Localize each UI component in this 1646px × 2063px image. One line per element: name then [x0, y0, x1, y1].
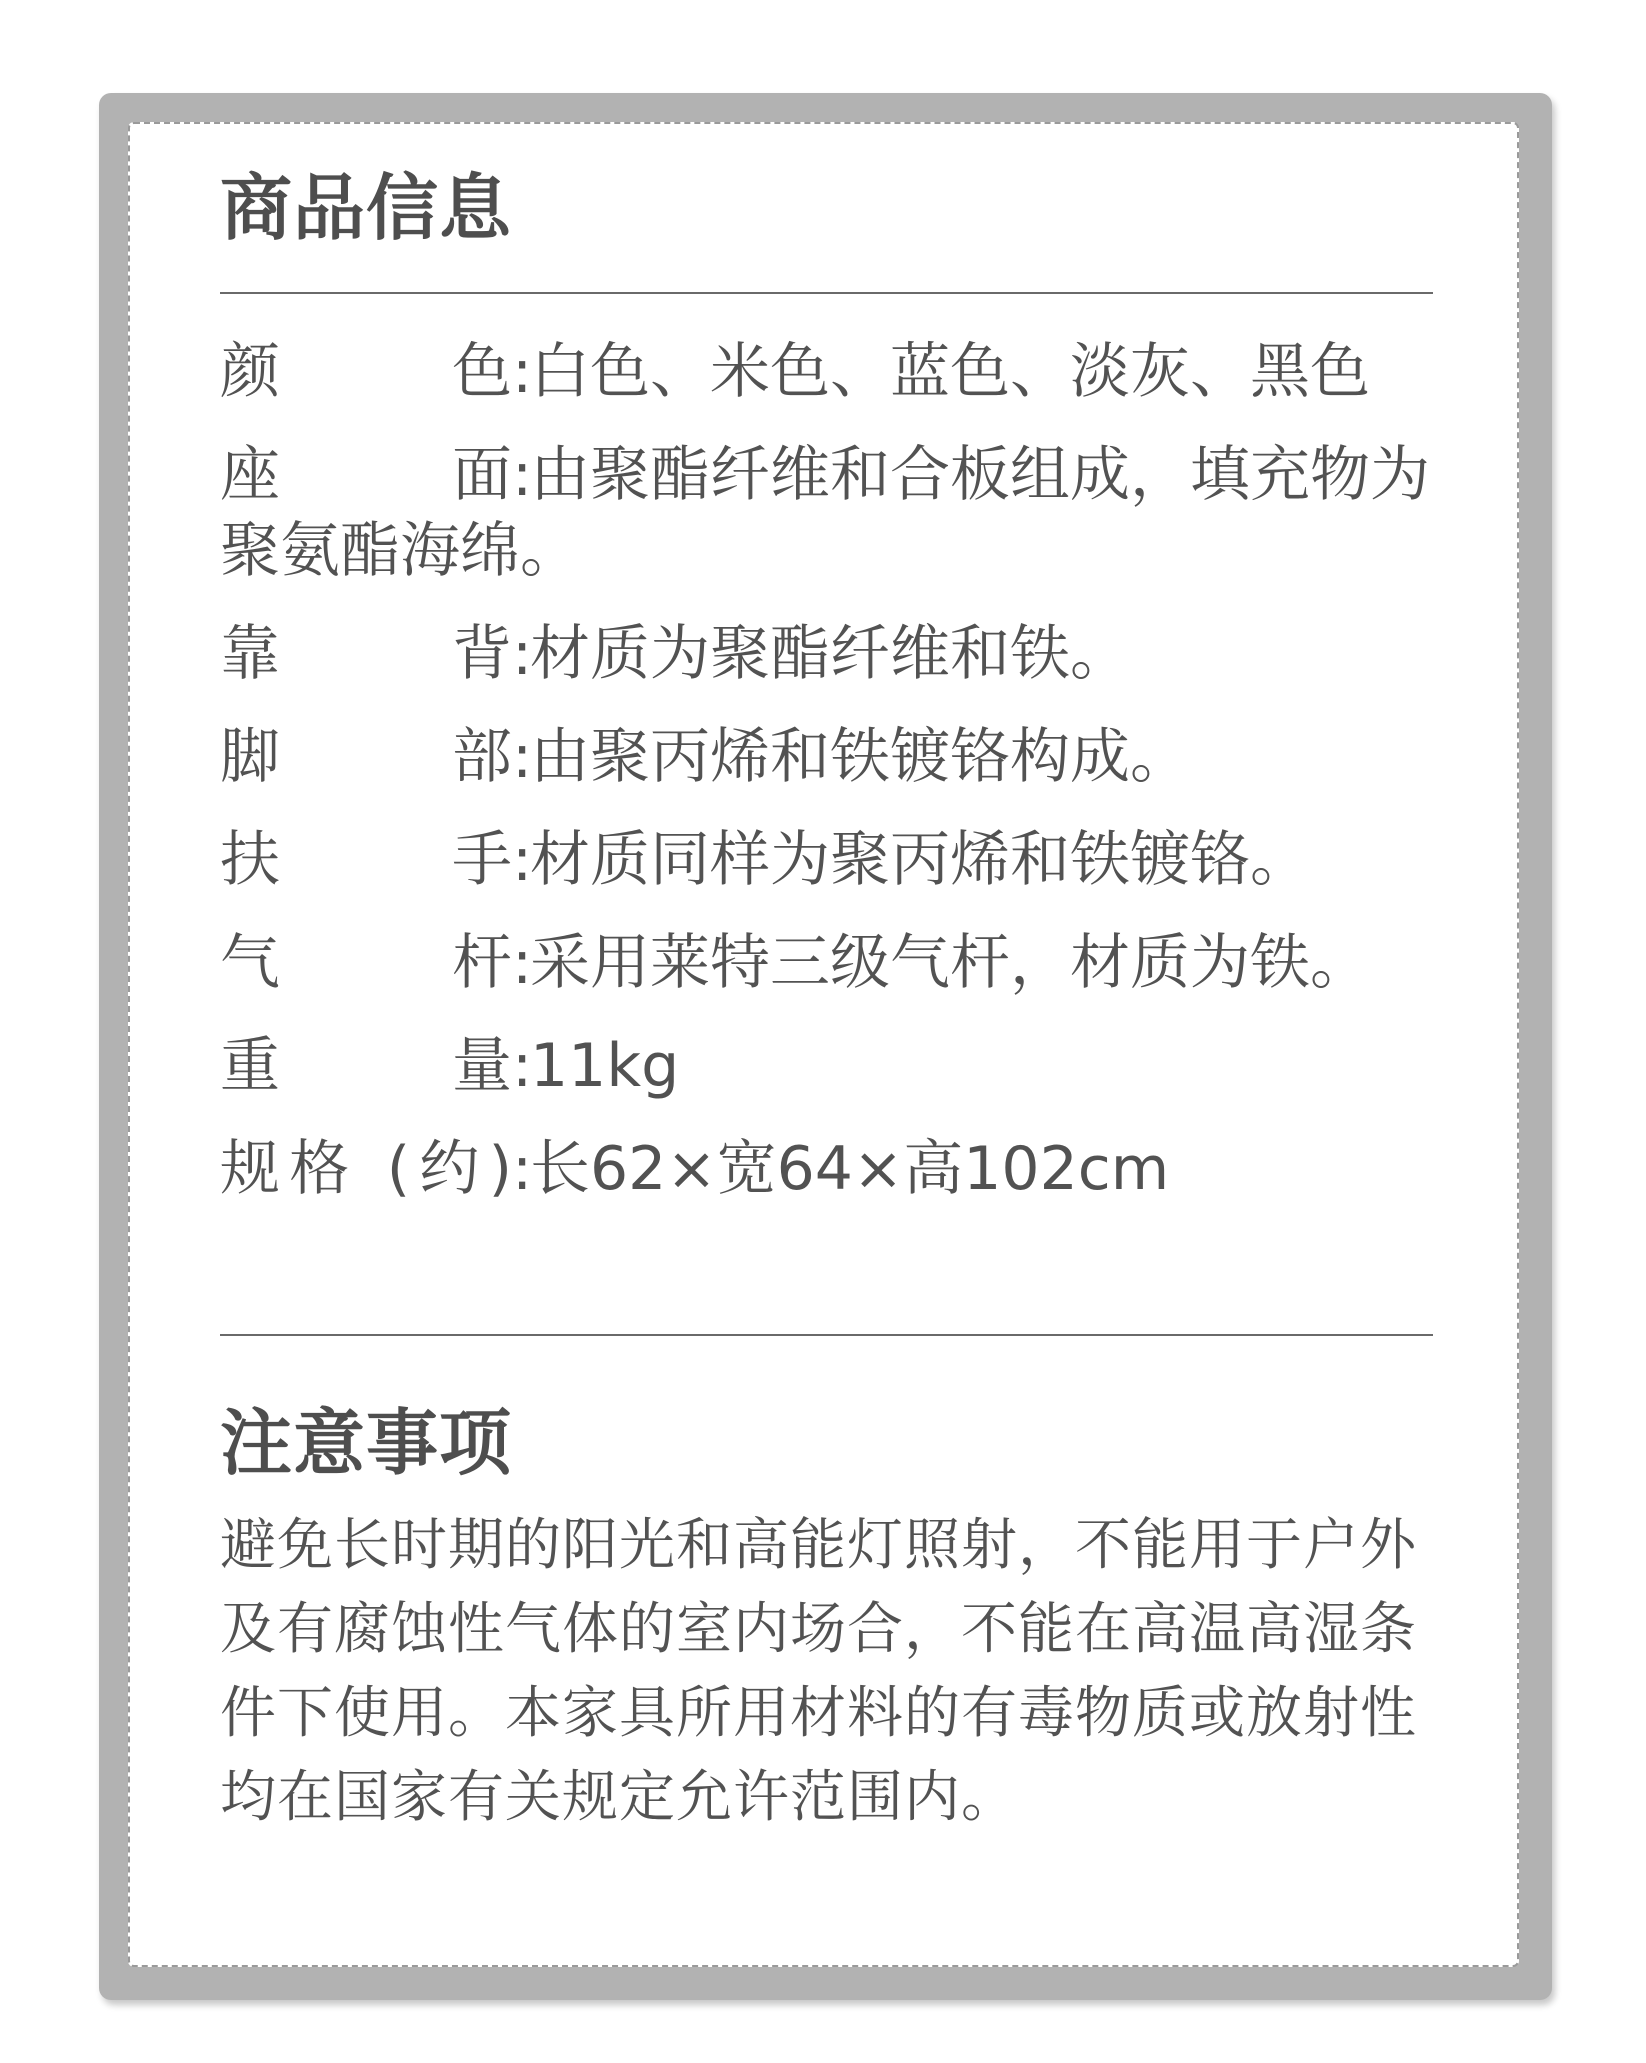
divider-top	[220, 292, 1433, 294]
notes-text: 避免长时期的阳光和高能灯照射，不能用于户外及有腐蚀性气体的室内场合，不能在高温高湿条件下使用。本家具所用材料的有毒物质或放射性均在国家有关规定允许范围内。	[220, 1513, 1417, 1830]
spec-label: 规格 (约):	[220, 1134, 533, 1204]
spec-value: 由聚丙烯和铁镀铬构成。	[530, 722, 1190, 792]
spec-value: 采用莱特三级气杆，材质为铁。	[530, 928, 1370, 998]
spec-value: 材质为聚酯纤维和铁。	[530, 619, 1130, 689]
spec-row-dimensions	[220, 1131, 1440, 1207]
spec-row-weight	[220, 1028, 1440, 1104]
product-info-title: 商品信息	[220, 166, 513, 250]
notes-title: 注意事项	[220, 1401, 513, 1485]
spec-value: 由聚酯纤维和合板组成，填充物为聚氨酯海绵。	[220, 440, 1430, 586]
spec-label: 座 面:	[220, 440, 533, 510]
spec-value: 白色、米色、蓝色、淡灰、黑色	[530, 337, 1370, 407]
spec-label: 颜 色:	[220, 337, 533, 407]
spec-row-backrest	[220, 616, 1440, 692]
spec-value: 材质同样为聚丙烯和铁镀铬。	[530, 825, 1310, 895]
spec-label: 重 量:	[220, 1031, 533, 1101]
divider-bottom	[220, 1334, 1433, 1336]
spec-label: 气 杆:	[220, 928, 533, 998]
spec-row-color	[220, 334, 1440, 410]
spec-label: 脚 部:	[220, 722, 533, 792]
spec-label: 扶 手:	[220, 825, 533, 895]
spec-value: 长62×宽64×高102cm	[530, 1134, 1170, 1204]
spec-value: 11kg	[530, 1031, 680, 1101]
card-frame	[99, 93, 1552, 2000]
spec-label: 靠 背:	[220, 619, 533, 689]
spec-list	[220, 334, 1440, 1234]
spec-row-gas-lift	[220, 925, 1440, 1001]
spec-row-seat	[220, 437, 1440, 589]
spec-row-armrest	[220, 822, 1440, 898]
spec-row-base	[220, 719, 1440, 795]
info-card	[128, 122, 1519, 1967]
